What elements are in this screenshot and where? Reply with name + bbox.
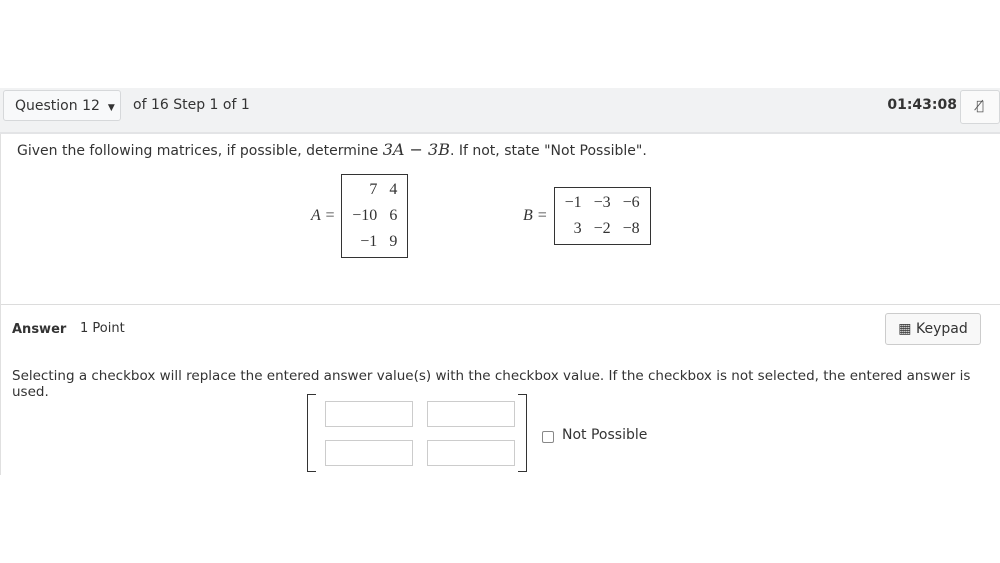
eye-slash-icon: 👁̸ [976,99,984,114]
matrix-b-bracket [554,187,651,245]
question-prompt [17,140,647,159]
matrix-entry: −3 [593,194,611,211]
prompt-text: Given the following matrices, if possible, determine [17,143,379,159]
answer-instructions: Selecting a checkbox will replace the entered answer value(s) with the checkbox value. If the checkbox is not selected, the entered answer is used. [12,368,971,400]
matrix-a-bracket [341,174,408,258]
matrix-entry: −8 [622,220,640,237]
matrix-entry: 3 [573,220,582,237]
hide-timer-button[interactable] [960,90,1000,124]
matrix-row [559,190,646,216]
question-dropdown[interactable] [3,90,121,121]
calculator-icon: ▦ [898,321,912,337]
question-header [0,88,1000,134]
keypad-label: Keypad [915,321,968,337]
question-label: Question 12 [15,98,100,114]
matrix-entry: 9 [389,233,398,250]
matrix-b [523,187,651,245]
step-text: of 16 Step 1 of 1 [133,97,250,113]
expression: 3A − 3B [382,140,450,159]
matrix-b-label: B = [523,207,548,224]
not-possible-checkbox[interactable] [542,431,554,443]
matrix-row [346,203,403,229]
matrix-entry: 4 [389,181,398,198]
matrix-entry: −1 [564,194,582,211]
matrix-entry: −6 [622,194,640,211]
answer-cell-1-1[interactable] [325,401,413,427]
matrix-a [311,174,408,258]
matrix-a-label: A = [311,207,336,224]
matrix-row [559,216,646,242]
matrix-entry: −2 [593,220,611,237]
matrix-entry: −1 [360,233,378,250]
answer-matrix [307,394,527,472]
answer-cell-2-2[interactable] [427,440,515,466]
matrix-row [346,177,403,203]
matrix-entry: 6 [389,207,398,224]
prompt-suffix: . If not, state "Not Possible". [449,143,647,159]
not-possible-label[interactable]: Not Possible [562,427,648,443]
question-content [0,134,1000,475]
answer-points: 1 Point [80,321,125,336]
matrix-entry: 7 [369,181,378,198]
matrix-entry: −10 [352,207,378,224]
keypad-button[interactable] [885,313,981,345]
divider [1,304,1000,305]
caret-down-icon: ▼ [107,103,115,113]
answer-cell-1-2[interactable] [427,401,515,427]
matrix-row [346,229,403,255]
answer-title: Answer [12,322,67,337]
answer-cell-2-1[interactable] [325,440,413,466]
timer: 01:43:08 [887,97,957,113]
